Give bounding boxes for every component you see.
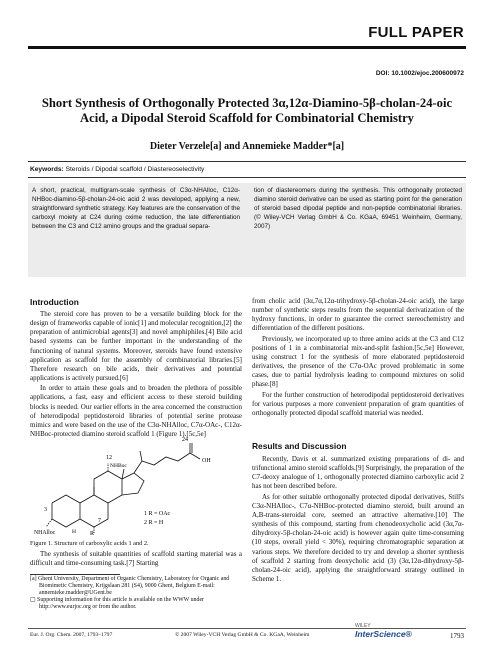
supporting-info-icon: ▢ — [30, 597, 38, 604]
intro-para-1: The steroid core has proven to be a versatile building block for the design of frameworks capable of ionic[1] and molecular recognition,[2] the preparation of antimicrobial agents[3] and novel amphiphiles.[4] Bile acid based systems can be further important in the understanding of the functioning of natural systems. Moreover, steroids have found extensive application as scaffold for the assembly of combinatorial libraries.[5] Therefore research on bile acids, their derivatives and potential applications is actively pursued.[6] — [30, 310, 242, 383]
results-heading: Results and Discussion — [252, 441, 347, 451]
paper-title: Short Synthesis of Orthogonally Protected 3α,12α-Diamino-5β-cholan-24-oic Acid, a Dipodal Steroid Scaffold for Combinatorial Chemistry — [41, 96, 453, 125]
doi: DOI: 10.1002/ejoc.200600972 — [375, 70, 464, 77]
figure-caption: Figure 1. Structure of carboxylic acids 1 and 2. — [30, 540, 149, 547]
label-c24: 24 — [182, 437, 188, 443]
right-para-1: from cholic acid (3α,7α,12α-trihydroxy-5β-cholan-24-oic acid), the large number of synthetic steps results from the sequential derivatization of the hydroxy functions, in order to guarantee the correct stereochemistry and differentiation of the different positions. — [252, 297, 464, 333]
label-c12: 12 — [106, 455, 112, 461]
supporting-info-text: Supporting information for this article is available on the WWW under http://www.eurjoc.org or from the author. — [37, 597, 205, 611]
keywords — [30, 166, 204, 173]
section-label: FULL PAPER — [368, 24, 464, 41]
footnote-rule — [30, 574, 120, 575]
label-compound-2: 2 R = H — [144, 520, 164, 526]
intro-body — [30, 310, 242, 440]
intro-heading: Introduction — [30, 297, 79, 307]
footer-journal: Eur. J. Org. Chem. 2007, 1793–1797 — [30, 632, 113, 638]
keywords-rule-bottom — [28, 177, 466, 178]
footnote-affiliation: [a] Ghent University, Department of Organic Chemistry, Laboratory for Organic and Biomimetic Chemistry, Krijgslaan 281 (S4), 9000 Ghent, Belgium E-mail: annemieke.madder@UGent.be — [30, 576, 230, 597]
keywords-text: Steroids / Dipodal scaffold / Diastereoselectivity — [65, 166, 205, 173]
page-number: 1793 — [450, 632, 464, 640]
abstract-right: tion of diastereomers during the synthesis. This orthogonally protected diamino steroid derivative can be used as starting point for the generation of steroid based dipodal peptide and non-peptide combinatorial libraries. (© Wiley-VCH Verlag GmbH & Co. KGaA, 69451 Weinheim, Germany, 2007) — [254, 187, 462, 230]
publisher-small: WILEY — [355, 623, 371, 629]
label-nhboc: NHBoc — [110, 463, 127, 469]
abstract-left: A short, practical, multigram-scale synthesis of C3α-NHAlloc, C12α-NHBoc-diamino-5β-cholan-24-oic acid 2 was developed, applying a new, straightforward synthetic strategy. Key features are the conservation of the carboxyl moiety at C24 during oxime reduction, the late differentiation between the C3 and C12 amino groups and the gradual separa- — [32, 187, 240, 230]
publisher-name: InterScience® — [355, 629, 412, 639]
publisher-logo — [355, 623, 412, 639]
right-column — [252, 297, 464, 419]
footer-copyright: © 2007 Wiley-VCH Verlag GmbH & Co. KGaA, Weinheim — [175, 632, 310, 638]
footnotes — [30, 576, 244, 611]
intro-para-2: In order to attain these goals and to broaden the plethora of possible applications, a fast, easy and efficient access to these steroid building blocks is needed. Our earlier efforts in the area concerned the construction of heterodipodal peptidosteroid libraries of potential serine protease mimics and were based on the use of the C3α-NHAlloc, C7α-OAc-, C12α-NHBoc-protected diamino steroid scaffold 1 (Figure 1).[5c,5e] — [30, 384, 242, 439]
label-compound-1: 1 R = OAc — [144, 511, 171, 517]
label-c7: 7 — [98, 518, 101, 524]
footnote-supporting-info — [30, 597, 244, 611]
right-para-3: For the further construction of heterodipodal peptidosteroid derivatives for various purposes a more convenient preparation of gram quantities of orthogonally protected dipodal scaffold material was needed. — [252, 390, 464, 417]
figure-structure — [32, 423, 237, 535]
label-nhalloc: NHAlloc — [34, 530, 56, 535]
right-para-4: Recently, Davis et al. summarized existing preparations of di- and trifunctional amino steroid scaffolds.[9] Surprisingly, the preparation of the C7-deoxy analogue of 1, orthogonally protected diamino carboxylic acid 2 has not been described before. — [252, 455, 464, 491]
label-oh: OH — [202, 458, 211, 464]
label-c3: 3 — [44, 507, 47, 513]
label-r: R — [90, 531, 95, 535]
keywords-label: Keywords: — [30, 166, 64, 173]
right-para-2: Previously, we incorporated up to three amino acids at the C3 and C12 positions of 1 in a combinatorial mix-and-split fashion.[5c,5e] However, using construct 1 for the synthesis of more elaborated peptidosteroid derivatives, the presence of the C7α-OAc proved problematic in some cases, due to partial hydrolysis leading to compound mixtures on solid phase.[8] — [252, 334, 464, 389]
right-para-5: As for other suitable orthogonally protected dipodal derivatives, Still's C3α-NHAlloc-, C7α-NHBoc-protected diamino steroid, built around an A,B-trans-steroidal core, seemed an attractive alternative.[10] The synthesis of this compound, starting from chenodeoxycholic acid (3α,7α-dihydroxy-5β-cholan-24-oic acid) is however again quite time-consuming (10 steps, overall yield < 30%), requiring chromatographic separation at various steps. We therefore decided to try and develop a shorter synthesis of scaffold 2 starting from deoxycholic acid (3) (3α,12α-dihydroxy-5β-cholan-24-oic acid), applying the straightforward strategy outlined in Scheme 1. — [252, 492, 464, 584]
header-rule — [28, 46, 466, 49]
authors: Dieter Verzele[a] and Annemieke Madder*[a] — [149, 141, 345, 152]
after-figure-text: The synthesis of suitable quantities of scaffold starting material was a difficult and time-consuming task.[7] Starting — [30, 550, 242, 568]
results-body — [252, 455, 464, 585]
label-h: H — [72, 529, 76, 535]
keywords-rule-top — [28, 161, 466, 162]
